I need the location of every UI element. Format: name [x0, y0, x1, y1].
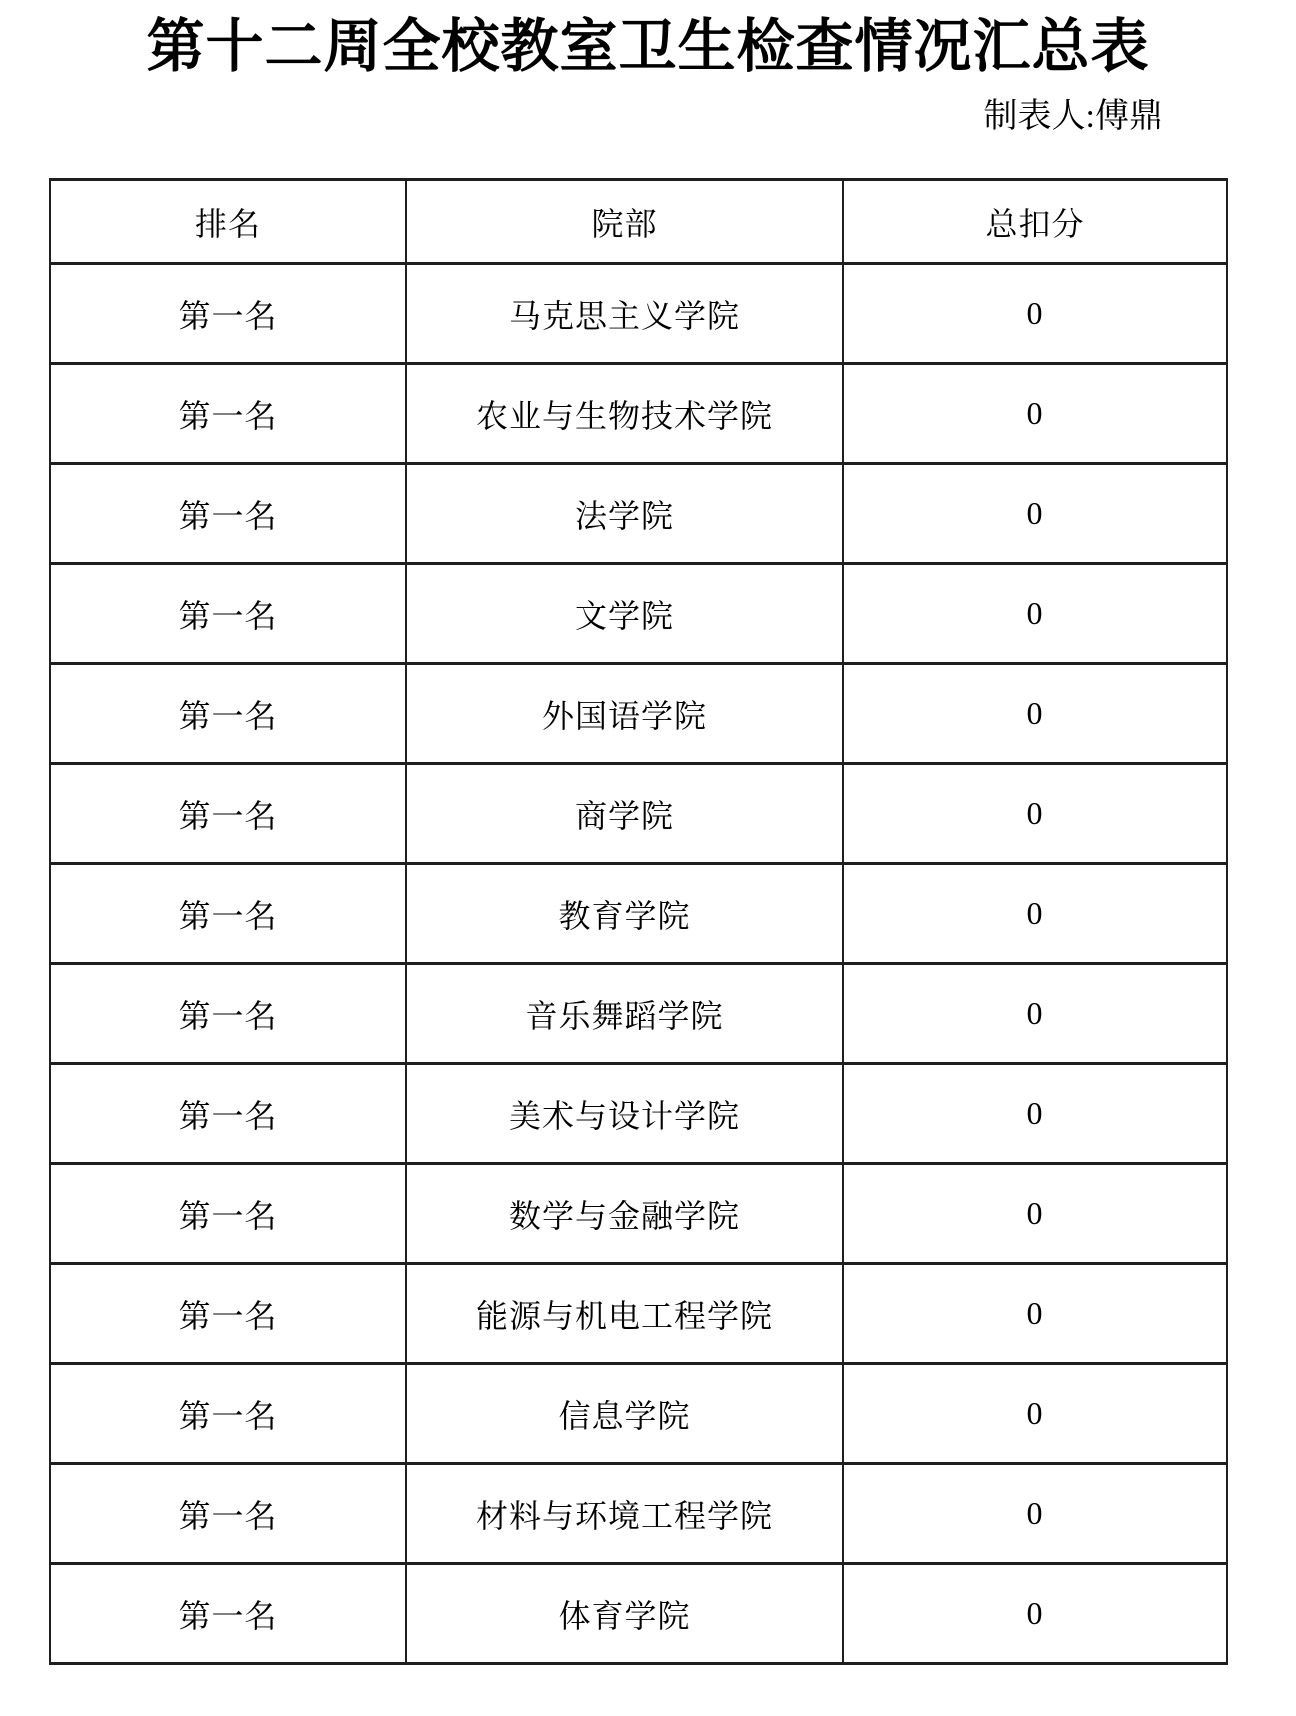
- page-title: 第十二周全校教室卫生检查情况汇总表: [146, 14, 1150, 79]
- rank-cell: 第一名: [50, 464, 406, 564]
- deduction-cell: 0: [843, 1264, 1227, 1364]
- department-cell: 外国语学院: [406, 664, 843, 764]
- department-cell: 音乐舞蹈学院: [406, 964, 843, 1064]
- deduction-cell: 0: [843, 364, 1227, 464]
- rank-cell: 第一名: [50, 564, 406, 664]
- table-row: [50, 764, 1227, 864]
- table-row: [50, 1164, 1227, 1264]
- rank-cell: 第一名: [50, 1564, 406, 1664]
- deduction-cell: 0: [843, 964, 1227, 1064]
- department-cell: 数学与金融学院: [406, 1164, 843, 1264]
- department-cell: 体育学院: [406, 1564, 843, 1664]
- department-cell: 马克思主义学院: [406, 264, 843, 364]
- table-row: [50, 364, 1227, 464]
- department-cell: 法学院: [406, 464, 843, 564]
- table-row: [50, 864, 1227, 964]
- deduction-cell: 0: [843, 464, 1227, 564]
- table-row: [50, 1564, 1227, 1664]
- deduction-cell: 0: [843, 664, 1227, 764]
- table-row: [50, 964, 1227, 1064]
- rank-cell: 第一名: [50, 1064, 406, 1164]
- table-row: [50, 1264, 1227, 1364]
- rank-cell: 第一名: [50, 264, 406, 364]
- rank-cell: 第一名: [50, 1164, 406, 1264]
- deduction-cell: 0: [843, 1464, 1227, 1564]
- rank-cell: 第一名: [50, 1364, 406, 1464]
- header-cell-rank: 排名: [50, 180, 406, 264]
- department-cell: 教育学院: [406, 864, 843, 964]
- table-row: [50, 1064, 1227, 1164]
- deduction-cell: 0: [843, 1164, 1227, 1264]
- deduction-cell: 0: [843, 264, 1227, 364]
- table-header-row: [50, 180, 1227, 264]
- department-cell: 能源与机电工程学院: [406, 1264, 843, 1364]
- rank-cell: 第一名: [50, 864, 406, 964]
- department-cell: 文学院: [406, 564, 843, 664]
- header-cell-department: 院部: [406, 180, 843, 264]
- summary-table: [49, 178, 1228, 1665]
- department-cell: 信息学院: [406, 1364, 843, 1464]
- table-body: [50, 264, 1227, 1664]
- rank-cell: 第一名: [50, 1264, 406, 1364]
- department-cell: 美术与设计学院: [406, 1064, 843, 1164]
- rank-cell: 第一名: [50, 1464, 406, 1564]
- table-row: [50, 464, 1227, 564]
- department-cell: 材料与环境工程学院: [406, 1464, 843, 1564]
- table-row: [50, 1364, 1227, 1464]
- department-cell: 农业与生物技术学院: [406, 364, 843, 464]
- rank-cell: 第一名: [50, 964, 406, 1064]
- rank-cell: 第一名: [50, 364, 406, 464]
- deduction-cell: 0: [843, 1064, 1227, 1164]
- deduction-cell: 0: [843, 564, 1227, 664]
- table-row: [50, 664, 1227, 764]
- deduction-cell: 0: [843, 1564, 1227, 1664]
- rank-cell: 第一名: [50, 664, 406, 764]
- table-row: [50, 1464, 1227, 1564]
- table-row: [50, 564, 1227, 664]
- deduction-cell: 0: [843, 864, 1227, 964]
- header-cell-deduction: 总扣分: [843, 180, 1227, 264]
- department-cell: 商学院: [406, 764, 843, 864]
- rank-cell: 第一名: [50, 764, 406, 864]
- deduction-cell: 0: [843, 1364, 1227, 1464]
- deduction-cell: 0: [843, 764, 1227, 864]
- author-line: 制表人:傅鼎: [983, 98, 1163, 135]
- table-row: [50, 264, 1227, 364]
